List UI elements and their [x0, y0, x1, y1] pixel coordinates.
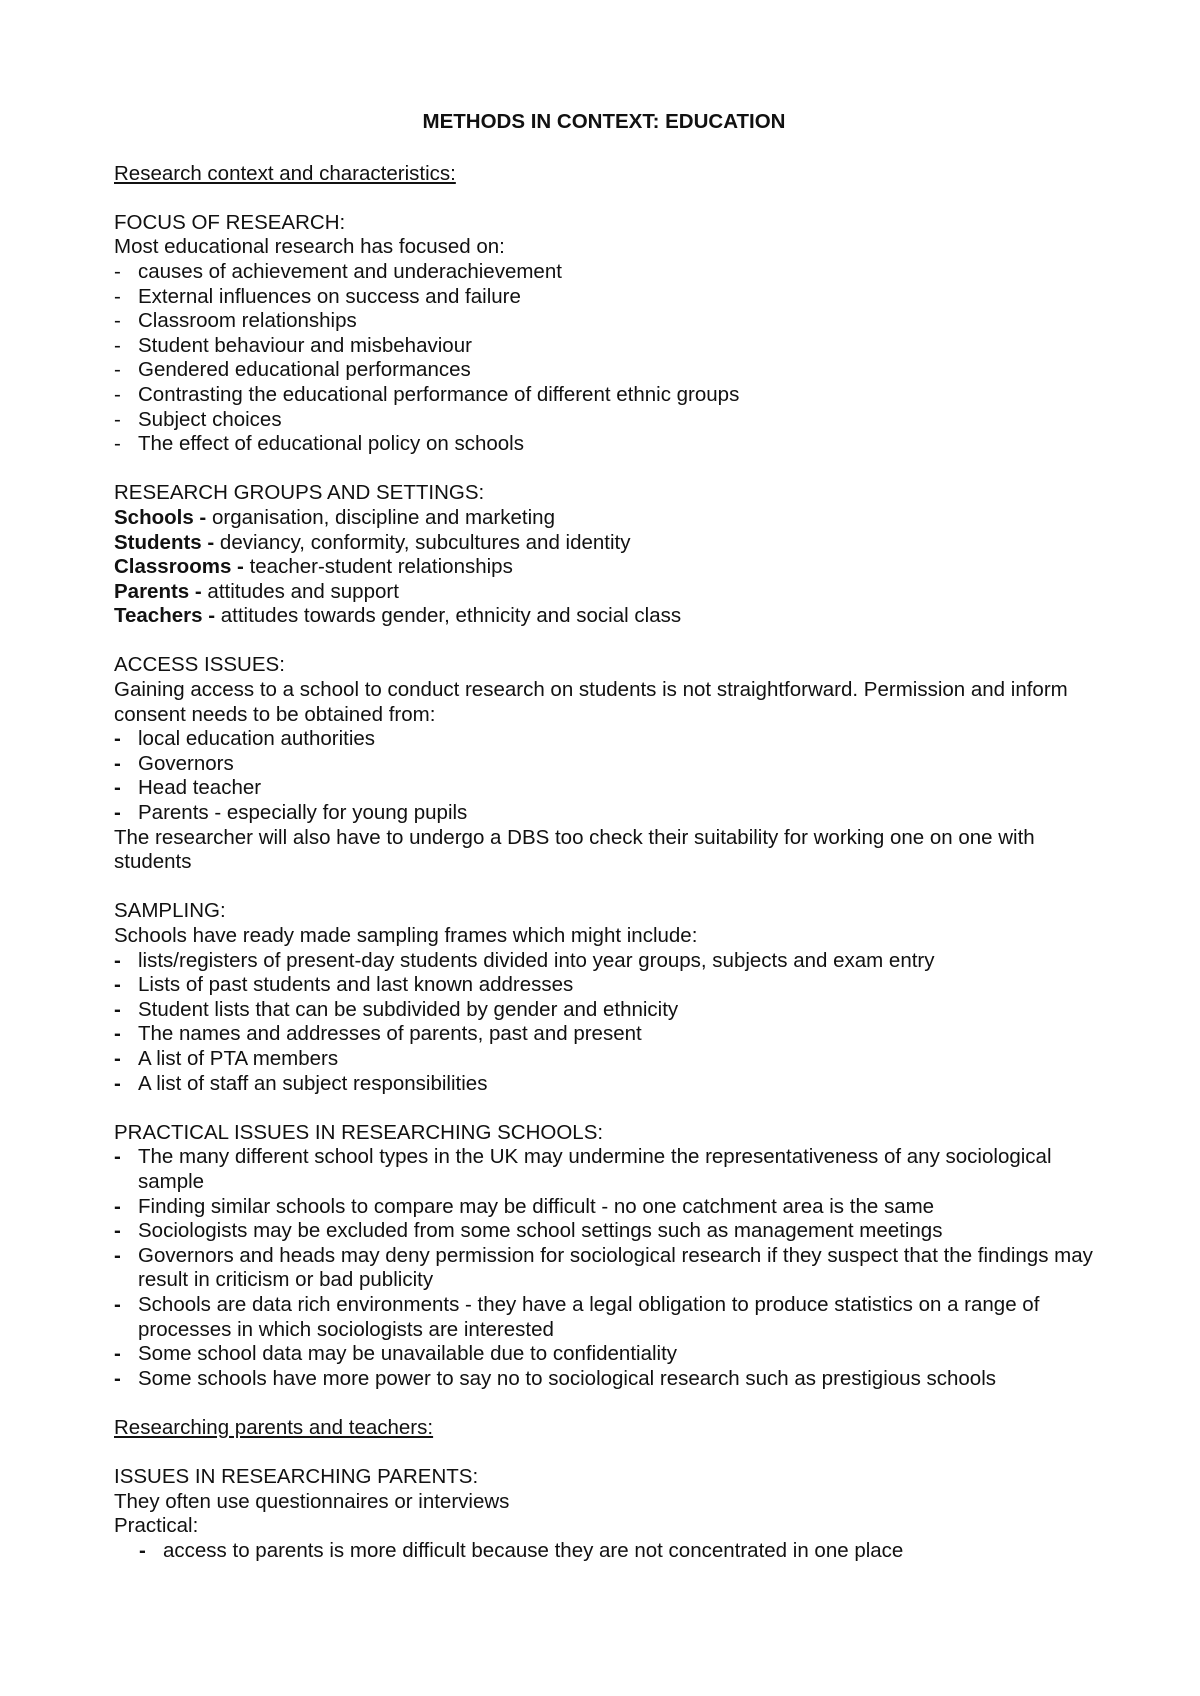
- list-item: - A list of staff an subject responsibilities: [114, 1072, 1094, 1097]
- parents-intro: They often use questionnaires or interviews: [114, 1489, 510, 1513]
- list-item: - Subject choices: [114, 408, 1094, 433]
- focus-list: [114, 260, 1094, 457]
- list-item: - Parents - especially for young pupils: [114, 801, 1094, 826]
- document-page: [114, 110, 1094, 1563]
- list-item: - Lists of past students and last known addresses: [114, 973, 1094, 998]
- practical-list: [114, 1145, 1094, 1391]
- list-item: - Student behaviour and misbehaviour: [114, 334, 1094, 359]
- list-item: - Student lists that can be subdivided by gender and ethnicity: [114, 998, 1094, 1023]
- group-desc: deviancy, conformity, subcultures and identity: [214, 530, 631, 554]
- parents-list: [114, 1539, 1094, 1564]
- group-item-students: [114, 531, 1094, 556]
- list-item: - Gendered educational performances: [114, 358, 1094, 383]
- group-term: Schools -: [114, 505, 207, 529]
- list-item: - Some school data may be unavailable due to confidentiality: [114, 1342, 1094, 1367]
- group-item-schools: [114, 506, 1094, 531]
- sampling-intro: Schools have ready made sampling frames which might include:: [114, 924, 698, 947]
- list-item: - Some schools have more power to say no to sociological research such as prestigious schools: [114, 1367, 1094, 1392]
- list-item: - Sociologists may be excluded from some school settings such as management meetings: [114, 1219, 1094, 1244]
- group-item-teachers: [114, 604, 1094, 629]
- list-item: - causes of achievement and underachievement: [114, 260, 1094, 285]
- group-term: Teachers -: [114, 604, 216, 628]
- list-item: - lists/registers of present-day students divided into year groups, subjects and exam entry: [114, 949, 1094, 974]
- list-item: - Finding similar schools to compare may be difficult - no one catchment area is the same: [114, 1195, 1094, 1220]
- spacer: [114, 457, 1094, 482]
- practical-heading: PRACTICAL ISSUES IN RESEARCHING SCHOOLS:: [114, 1120, 604, 1144]
- section-heading-research-context: Research context and characteristics:: [114, 161, 456, 185]
- group-term: Classrooms -: [114, 555, 244, 579]
- sampling-list: [114, 949, 1094, 1097]
- list-item: - Schools are data rich environments - they have a legal obligation to produce statistics on a range of processes in which sociologists are interested: [114, 1293, 1094, 1342]
- list-item: - Head teacher: [114, 776, 1094, 801]
- group-desc: teacher-student relationships: [243, 555, 513, 579]
- group-item-parents: [114, 580, 1094, 605]
- list-item: - access to parents is more difficult because they are not concentrated in one place: [114, 1539, 1094, 1564]
- access-intro: Gaining access to a school to conduct research on students is not straightforward. Permission and inform consent needs to be obtained from:: [114, 678, 1068, 726]
- sampling-heading: SAMPLING:: [114, 899, 226, 923]
- list-item: - A list of PTA members: [114, 1047, 1094, 1072]
- list-item: - local education authorities: [114, 727, 1094, 752]
- access-heading: ACCESS ISSUES:: [114, 653, 285, 677]
- list-item: - Classroom relationships: [114, 309, 1094, 334]
- focus-heading: FOCUS OF RESEARCH:: [114, 210, 346, 234]
- spacer: [114, 1391, 1094, 1416]
- spacer: [114, 186, 1094, 211]
- parents-practical-label: Practical:: [114, 1514, 199, 1538]
- group-term: Parents -: [114, 579, 202, 603]
- groups-heading: RESEARCH GROUPS AND SETTINGS:: [114, 481, 485, 505]
- access-list: [114, 727, 1094, 825]
- spacer: [114, 629, 1094, 654]
- group-item-classrooms: [114, 555, 1094, 580]
- list-item: - The many different school types in the UK may undermine the representativeness of any sociological sample: [114, 1145, 1094, 1194]
- access-outro: The researcher will also have to undergo a DBS too check their suitability for working one on one with students: [114, 825, 1035, 874]
- spacer: [114, 1096, 1094, 1121]
- list-item: - The effect of educational policy on schools: [114, 432, 1094, 457]
- section-heading-parents-teachers: Researching parents and teachers:: [114, 1415, 434, 1439]
- list-item: - The names and addresses of parents, past and present: [114, 1022, 1094, 1047]
- list-item: - Contrasting the educational performance of different ethnic groups: [114, 383, 1094, 408]
- spacer: [114, 137, 1094, 162]
- list-item: - Governors and heads may deny permission for sociological research if they suspect that the findings may result in criticism or bad publicity: [114, 1244, 1094, 1293]
- parents-heading: ISSUES IN RESEARCHING PARENTS:: [114, 1465, 479, 1489]
- group-term: Students -: [114, 530, 215, 554]
- group-desc: attitudes and support: [201, 579, 399, 603]
- page-title: METHODS IN CONTEXT: EDUCATION: [422, 110, 786, 133]
- group-desc: organisation, discipline and marketing: [206, 505, 555, 529]
- list-item: - Governors: [114, 752, 1094, 777]
- spacer: [114, 1440, 1094, 1465]
- focus-intro: Most educational research has focused on:: [114, 235, 505, 259]
- list-item: - External influences on success and failure: [114, 285, 1094, 310]
- spacer: [114, 875, 1094, 900]
- group-desc: attitudes towards gender, ethnicity and social class: [215, 604, 682, 628]
